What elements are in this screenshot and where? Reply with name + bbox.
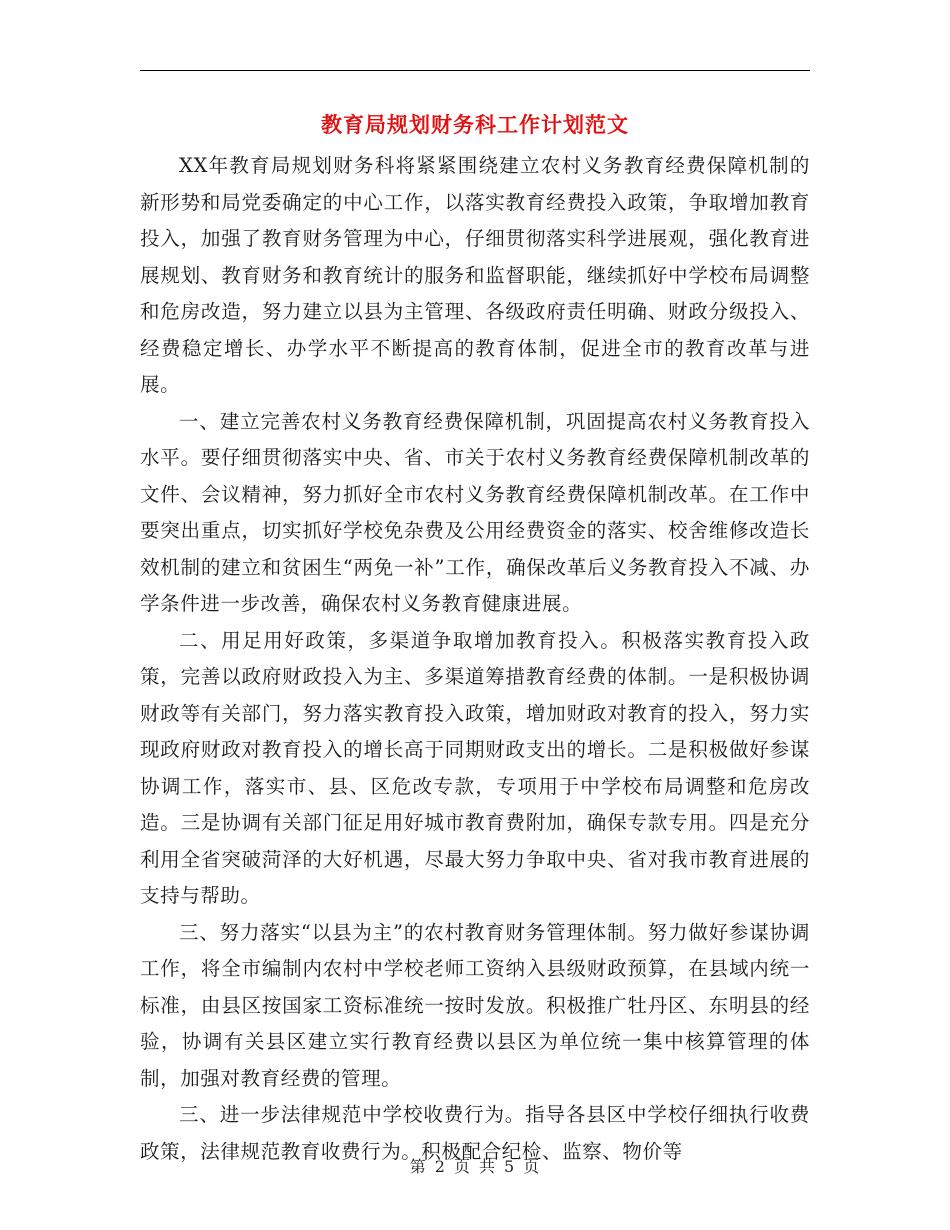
footer-page-number: 2 <box>434 1157 446 1176</box>
footer-gong: 共 <box>479 1157 497 1176</box>
footer-di: 第 <box>409 1157 427 1176</box>
document-title: 教育局规划财务科工作计划范文 <box>321 112 629 137</box>
section-paragraph-3: 三、努力落实“以县为主”的农村教育财务管理体制。努力做好参谋协调工作，将全市编制内农村中学校老师工资纳入县级财政预算，在县域内统一标准，由县区按国家工资标准统一按时发放。积极推广牡丹区、东明县的经验，协调有关县区建立实行教育经费以县区为单位统一集中核算管理的体制，加强对教育经费的管理。 <box>140 920 810 1090</box>
section-paragraph-1: 一、建立完善农村义务教育经费保障机制，巩固提高农村义务教育投入水平。要仔细贯彻落实中央、省、市关于农村义务教育经费保障机制改革的文件、会议精神，努力抓好全市农村义务教育经费保障机制改革。在工作中要突出重点，切实抓好学校免杂费及公用经费资金的落实、校舍维修改造长效机制的建立和贫困生“两免一补”工作，确保改革后义务教育投入不减、办学条件进一步改善，确保农村义务教育健康进展。 <box>140 409 810 615</box>
header-rule <box>140 70 810 71</box>
footer-ye2: 页 <box>523 1157 541 1176</box>
section-paragraph-2: 二、用足用好政策，多渠道争取增加教育投入。积极落实教育投入政策，完善以政府财政投入为主、多渠道筹措教育经费的体制。一是积极协调财政等有关部门，努力落实教育投入政策，增加财政对教育的投入，努力实现政府财政对教育投入的增长高于同期财政支出的增长。二是积极做好参谋协调工作，落实市、县、区危改专款，专项用于中学校布局调整和危房改造。三是协调有关部门征足用好城市教育费附加，确保专款专用。四是充分利用全省突破菏泽的大好机遇，尽最大努力争取中央、省对我市教育进展的支持与帮助。 <box>140 628 810 907</box>
footer-total-pages: 5 <box>504 1157 516 1176</box>
section-paragraph-4: 三、进一步法律规范中学校收费行为。指导各县区中学校仔细执行收费政策，法律规范教育收费行为。积极配合纪检、监察、物价等 <box>140 1103 810 1163</box>
intro-paragraph: XX年教育局规划财务科将紧紧围绕建立农村义务教育经费保障机制的新形势和局党委确定的中心工作，以落实教育经费投入政策，争取增加教育投入，加强了教育财务管理为中心，仔细贯彻落实科学进展观，强化教育进展规划、教育财务和教育统计的服务和监督职能，继续抓好中学校布局调整和危房改造，努力建立以县为主管理、各级政府责任明确、财政分级投入、经费稳定增长、办学水平不断提高的教育体制，促进全市的教育改革与进展。 <box>140 154 810 396</box>
document-body <box>140 148 810 1170</box>
footer-ye: 页 <box>453 1157 471 1176</box>
page-footer <box>0 1154 950 1177</box>
